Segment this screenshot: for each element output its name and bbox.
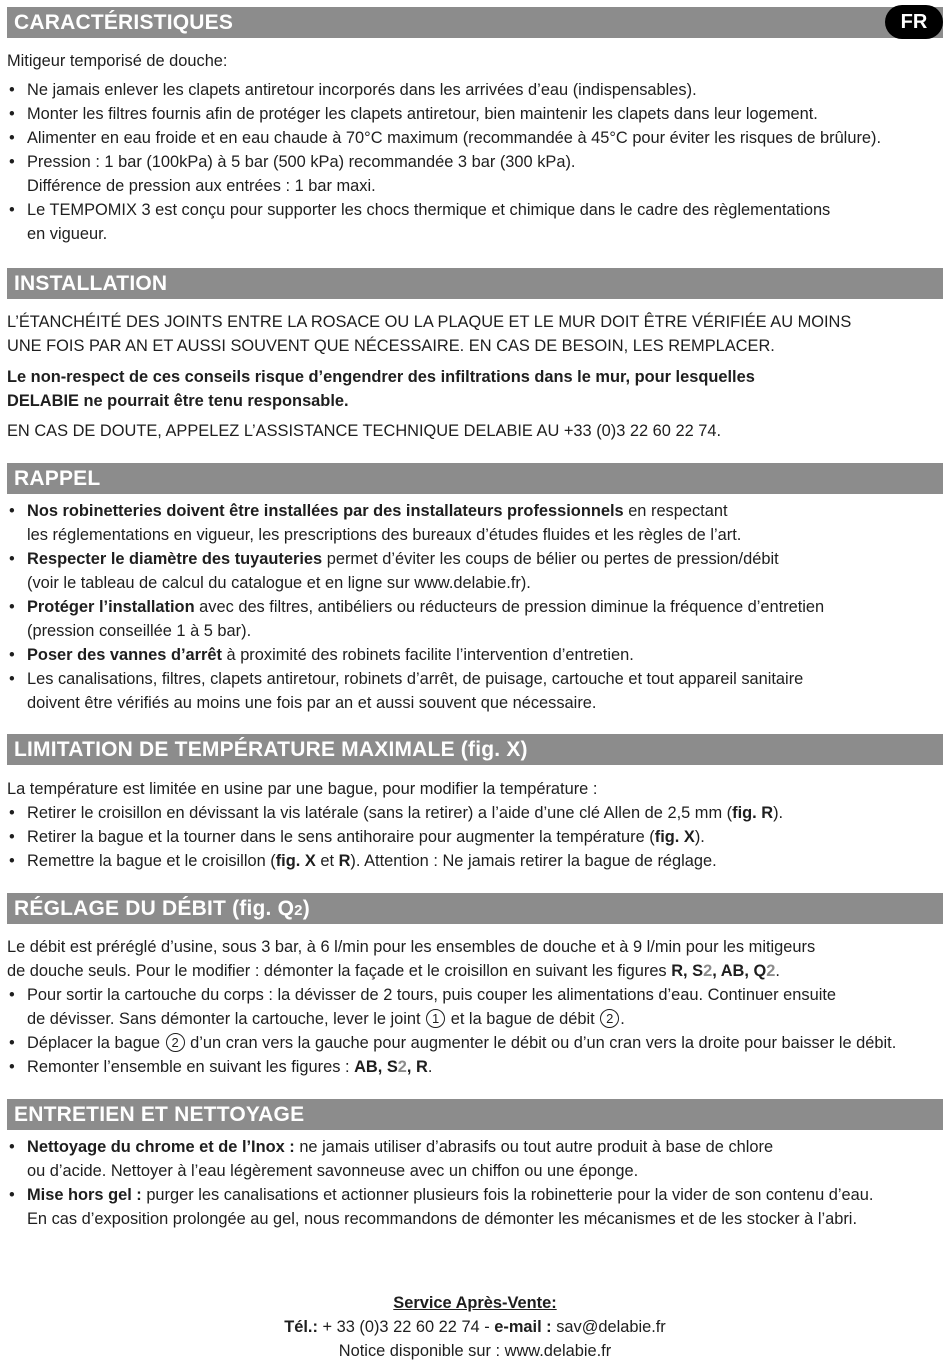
list-item: • Monter les filtres fournis afin de protéger les clapets antiretour, bien maintenir les clapets dans leur logement. [7, 102, 947, 126]
list-item: • Nettoyage du chrome et de l’Inox : ne jamais utiliser d’abrasifs ou tout autre produit à base de chlore [7, 1135, 947, 1159]
list-item-continuation: doivent être vérifiés au moins une fois par an et aussi souvent que nécessaire. [27, 694, 597, 712]
list-item-continuation: En cas d’exposition prolongée au gel, nous recommandons de démonter les mécanismes et de les stocker à l’abri. [27, 1210, 858, 1228]
list-item: • Remonter l’ensemble en suivant les figures : AB, S2, R. [7, 1055, 947, 1079]
reglage-intro: Le débit est préréglé d’usine, sous 3 bar, à 6 l/min pour les ensembles de douche et à 9 l/min pour les mitigeurs [7, 938, 816, 956]
footer-title: Service Après-Vente: [393, 1294, 557, 1312]
list-item: • Remettre la bague et le croisillon (fig. X et R). Attention : Ne jamais retirer la bague de réglage. [7, 849, 947, 873]
list-item: • Retirer le croisillon en dévissant la vis latérale (sans la retirer) a l’aide d’une clé Allen de 2,5 mm (fig. R). [7, 801, 947, 825]
list-item: • Déplacer la bague 2 d’un cran vers la gauche pour augmenter le débit ou d’un cran vers la droite pour baisser le débit. [7, 1031, 947, 1055]
limitation-section [7, 777, 947, 873]
list-item-continuation: les réglementations en vigueur, les prescriptions des bureaux d’études fluides et les règles de l’art. [27, 526, 742, 544]
caracteristiques-intro: Mitigeur temporisé de douche: [7, 52, 228, 70]
list-item-continuation: ou d’acide. Nettoyer à l’eau légèrement savonneuse avec un chiffon ou une éponge. [27, 1162, 639, 1180]
installation-warning: DELABIE ne pourrait être tenu responsable. [7, 392, 349, 410]
installation-doubt: EN CAS DE DOUTE, APPELEZ L’ASSISTANCE TECHNIQUE DELABIE AU +33 (0)3 22 60 22 74. [7, 422, 722, 440]
installation-text: L’ÉTANCHÉITÉ DES JOINTS ENTRE LA ROSACE OU LA PLAQUE ET LE MUR DOIT ÊTRE VÉRIFIÉE AU MOINS [7, 313, 852, 331]
installation-warning: Le non-respect de ces conseils risque d’engendrer des infiltrations dans le mur, pour lesquelles [7, 368, 755, 386]
section-header-installation: INSTALLATION [7, 268, 943, 299]
list-item-continuation: de dévisser. Sans démonter la cartouche, lever le joint 1 et la bague de débit 2 . [27, 1010, 625, 1028]
rappel-section [7, 499, 947, 715]
reglage-intro: de douche seuls. Pour le modifier : démonter la façade et le croisillon en suivant les figures R, S2, AB, Q2. [7, 962, 780, 980]
list-item: • Pression : 1 bar (100kPa) à 5 bar (500 kPa) recommandée 3 bar (300 kPa). [7, 150, 947, 174]
list-item: • Protéger l’installation avec des filtres, antibéliers ou réducteurs de pression diminue la fréquence d’entretien [7, 595, 947, 619]
circled-number-2: 2 [600, 1009, 619, 1028]
reglage-section [7, 935, 947, 1079]
section-header-rappel: RAPPEL [7, 463, 943, 494]
list-item-continuation: (voir le tableau de calcul du catalogue et en ligne sur www.delabie.fr). [27, 574, 531, 592]
list-item: • Mise hors gel : purger les canalisations et actionner plusieurs fois la robinetterie pour la vider de son contenu d’eau. [7, 1183, 947, 1207]
section-header-entretien: ENTRETIEN ET NETTOYAGE [7, 1099, 943, 1130]
language-badge: FR [885, 5, 943, 39]
list-item: • Poser des vannes d’arrêt à proximité des robinets facilite l’intervention d’entretien. [7, 643, 947, 667]
circled-number-2: 2 [166, 1033, 185, 1052]
list-item: • Pour sortir la cartouche du corps : la dévisser de 2 tours, puis couper les alimentations d’eau. Continuer ensuite [7, 983, 947, 1007]
list-item: • Respecter le diamètre des tuyauteries permet d’éviter les coups de bélier ou pertes de pression/débit [7, 547, 947, 571]
limitation-intro: La température est limitée en usine par une bague, pour modifier la température : [7, 780, 598, 798]
pressure-difference: Différence de pression aux entrées : 1 bar maxi. [27, 177, 376, 195]
section-header-caracteristiques: CARACTÉRISTIQUES [7, 7, 943, 38]
footer [0, 1291, 950, 1363]
installation-text: UNE FOIS PAR AN ET AUSSI SOUVENT QUE NÉCESSAIRE. EN CAS DE BESOIN, LES REMPLACER. [7, 337, 775, 355]
caracteristiques-section [7, 49, 947, 246]
list-item: • Nos robinetteries doivent être installées par des installateurs professionnels en respectant [7, 499, 947, 523]
footer-contact: Tél.: + 33 (0)3 22 60 22 74 - e-mail : sav@delabie.fr [284, 1318, 666, 1336]
footer-notice: Notice disponible sur : www.delabie.fr [338, 1342, 612, 1360]
entretien-section [7, 1135, 947, 1231]
list-item-continuation: (pression conseillée 1 à 5 bar). [27, 622, 252, 640]
list-item: • Ne jamais enlever les clapets antiretour incorporés dans les arrivées d’eau (indispensables). [7, 78, 947, 102]
installation-section [7, 310, 947, 443]
section-header-reglage: RÉGLAGE DU DÉBIT (fig. Q2) [7, 893, 943, 924]
list-item: • Les canalisations, filtres, clapets antiretour, robinets d’arrêt, de puisage, cartouche et tout appareil sanitaire [7, 667, 947, 691]
section-header-limitation: LIMITATION DE TEMPÉRATURE MAXIMALE (fig. X) [7, 734, 943, 765]
list-item: • Le TEMPOMIX 3 est conçu pour supporter les chocs thermique et chimique dans le cadre des règlementations [7, 198, 947, 222]
list-item-continuation: en vigueur. [27, 225, 108, 243]
list-item: • Retirer la bague et la tourner dans le sens antihoraire pour augmenter la température (fig. X). [7, 825, 947, 849]
circled-number-1: 1 [426, 1009, 445, 1028]
list-item: • Alimenter en eau froide et en eau chaude à 70°C maximum (recommandée à 45°C pour éviter les risques de brûlure). [7, 126, 947, 150]
